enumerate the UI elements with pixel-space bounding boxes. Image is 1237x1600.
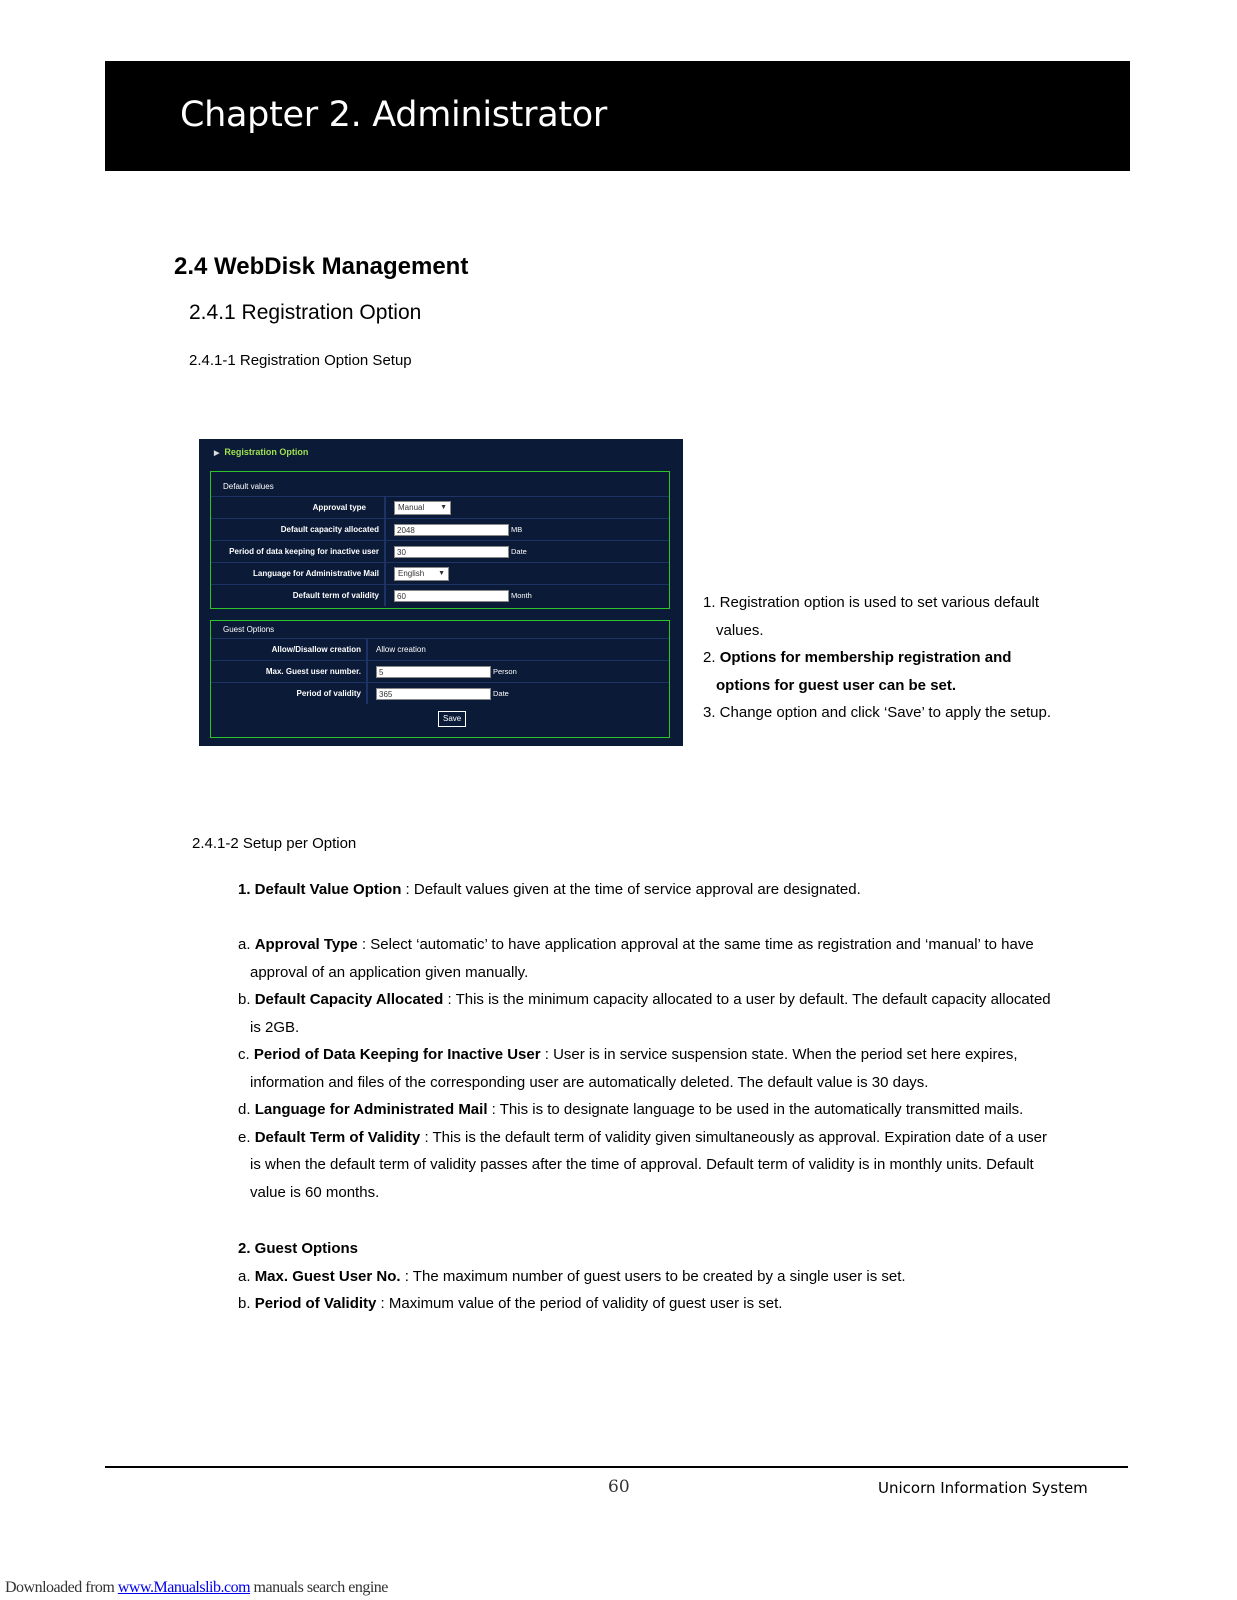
form-row: [211, 562, 669, 584]
validity-unit: Date: [493, 689, 509, 698]
language-label: Language for Administrative Mail: [211, 563, 386, 584]
form-row: [211, 540, 669, 562]
keeping-unit: Date: [511, 547, 527, 556]
capacity-unit: MB: [511, 525, 523, 534]
max-guest-label: Max. Guest user number.: [211, 661, 368, 682]
list-item: b. Period of Validity : Maximum value of the period of validity of guest user is set.: [238, 1295, 783, 1312]
form-row: [211, 638, 669, 660]
list-item: d. Language for Administrated Mail : This is to designate language to be used in the automatically transmitted mails.: [238, 1101, 1024, 1118]
guest-options-heading: 2. Guest Options: [238, 1240, 359, 1257]
note-1: 1. Registration option is used to set various default: [703, 594, 1040, 611]
form-row: [211, 496, 669, 518]
term-unit: Month: [511, 591, 532, 600]
keeping-input[interactable]: 30: [394, 546, 509, 558]
term-input[interactable]: 60: [394, 590, 509, 602]
triangle-right-icon: ▶: [214, 450, 220, 457]
allow-label: Allow/Disallow creation: [211, 639, 368, 660]
footer-divider: [105, 1466, 1128, 1468]
approval-type-label: Approval type: [211, 497, 386, 518]
section-title: 2.4 WebDisk Management: [174, 253, 469, 280]
list-item-cont: approval of an application given manually.: [250, 963, 529, 981]
company-name: Unicorn Information System: [878, 1479, 1088, 1497]
allow-value: Allow creation: [376, 645, 426, 654]
list-item-cont: is when the default term of validity passes after the time of approval. Default term of validity is in monthly units. Default: [250, 1156, 1034, 1173]
keeping-label: Period of data keeping for inactive user: [211, 541, 386, 562]
default-values-group: [210, 471, 670, 609]
guest-options-group: [210, 620, 670, 738]
validity-label: Period of validity: [211, 683, 368, 704]
list-item-cont: value is 60 months.: [250, 1183, 380, 1201]
registration-option-screenshot: [199, 439, 683, 746]
validity-input[interactable]: 365: [376, 688, 491, 700]
subsubsection-title-2: 2.4.1-2 Setup per Option: [192, 835, 357, 852]
chapter-banner: [105, 61, 1130, 171]
default-options-list: [238, 931, 1078, 1206]
save-button[interactable]: Save: [438, 711, 466, 727]
manualslib-link[interactable]: www.Manualslib.com: [117, 1579, 251, 1596]
page-number: 60: [608, 1477, 630, 1497]
note-1-cont: values.: [716, 621, 764, 639]
note-2: 2. Options for membership registration and: [703, 649, 1012, 666]
approval-type-select[interactable]: Manual ▼: [394, 501, 451, 515]
capacity-label: Default capacity allocated: [211, 519, 386, 540]
form-row: [211, 518, 669, 540]
max-guest-input[interactable]: 5: [376, 666, 491, 678]
list-item: e. Default Term of Validity : This is the default term of validity given simultaneously as approval. Expiration date of a user: [238, 1128, 1047, 1146]
download-notice: Downloaded from www.Manualslib.com manuals search engine: [5, 1579, 388, 1596]
note-3: 3. Change option and click ‘Save’ to apply the setup.: [703, 704, 1052, 721]
panel-title: ▶ Registration Option: [214, 447, 309, 457]
chapter-title: Chapter 2. Administrator: [180, 95, 607, 135]
side-notes: [703, 589, 1103, 727]
list-item-cont: is 2GB.: [250, 1018, 300, 1036]
note-2-cont: options for guest user can be set.: [716, 676, 957, 694]
language-select[interactable]: English ▼: [394, 567, 449, 581]
list-item-cont: information and files of the corresponding user are automatically deleted. The default value is 30 days.: [250, 1073, 929, 1091]
term-label: Default term of validity: [211, 585, 386, 606]
subsection-title: 2.4.1 Registration Option: [189, 301, 422, 324]
list-item: a. Approval Type : Select ‘automatic’ to have application approval at the same time as registration and ‘manual’ to have: [238, 936, 1034, 953]
max-guest-unit: Person: [493, 667, 517, 676]
list-item: c. Period of Data Keeping for Inactive User : User is in service suspension state. When the period set here expires,: [238, 1046, 1018, 1063]
body-paragraph-1: 1. Default Value Option : Default values given at the time of service approval are designated.: [238, 881, 861, 898]
list-item: a. Max. Guest User No. : The maximum number of guest users to be created by a single user is set.: [238, 1267, 906, 1285]
group-label: Default values: [223, 482, 274, 491]
group-label: Guest Options: [223, 625, 275, 634]
dropdown-arrow-icon: ▼: [438, 569, 445, 577]
dropdown-arrow-icon: ▼: [440, 503, 447, 511]
form-row: [211, 660, 669, 682]
form-row: [211, 682, 669, 704]
list-item: b. Default Capacity Allocated : This is the minimum capacity allocated to a user by default. The default capacity allocated: [238, 991, 1051, 1008]
guest-options-list: [238, 1235, 1078, 1318]
subsubsection-title-1: 2.4.1-1 Registration Option Setup: [189, 352, 412, 369]
capacity-input[interactable]: 2048: [394, 524, 509, 536]
form-row: [211, 584, 669, 606]
